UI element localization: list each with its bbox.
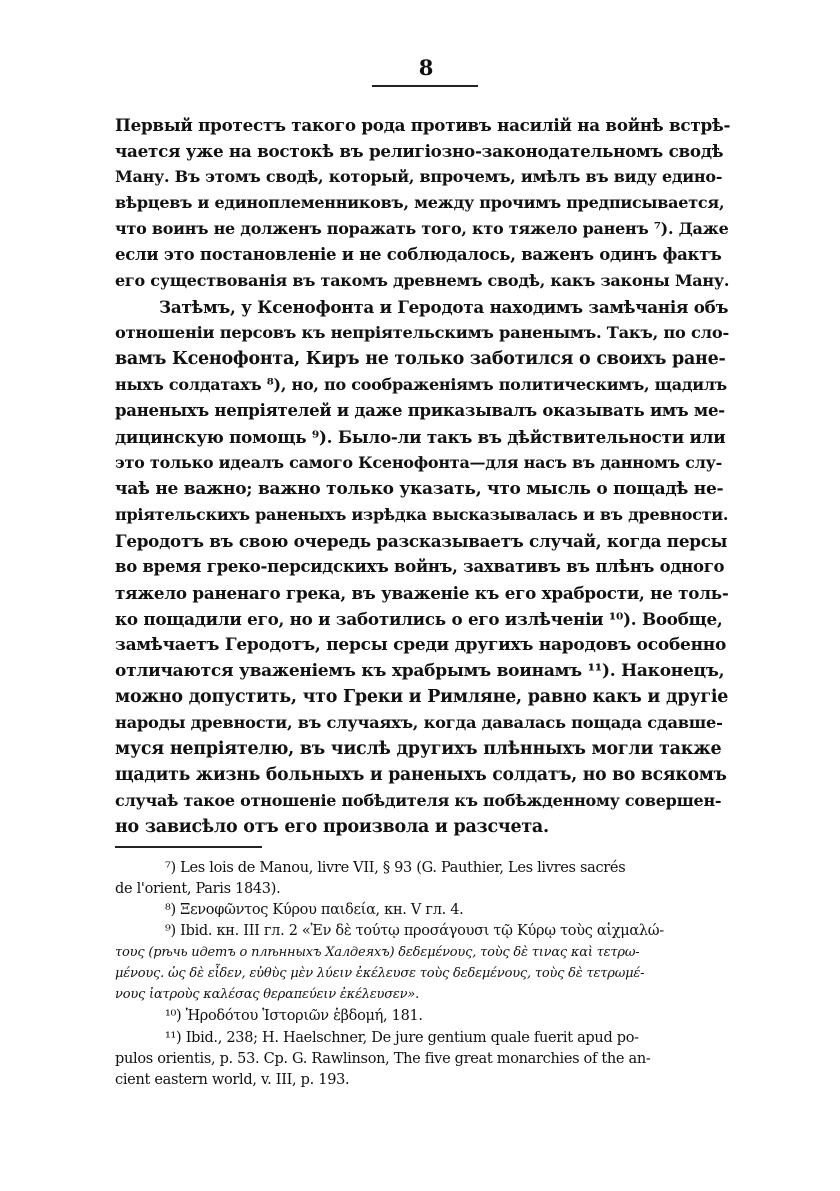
body-line: Затѣмъ, у Ксенофонта и Геродота находимъ замѣчанія объ [159, 297, 729, 317]
footnote-line: μένους. ὡς δὲ εἶδεν, εὐθὺς μὲν λύειν ἐκέλευσε τοὺς δεδεμένους, τοὺς δὲ τετρωμέ- [115, 966, 645, 981]
body-line: но зависѣло отъ его произвола и разсчета. [115, 817, 549, 837]
body-line: если это постановленіе и не соблюдалось, важенъ одинъ фактъ [115, 245, 722, 264]
footnote-line: ⁸) Ξενοφῶντος Κύρου παιδεία, кн. V гл. 4. [165, 902, 464, 918]
body-line: это только идеалъ самого Ксенофонта—для насъ въ данномъ слу- [115, 453, 723, 472]
footnote-rule [115, 846, 262, 848]
body-line: чаѣ не важно; важно только указать, что мысль о пощадѣ не- [115, 479, 724, 499]
footnote-line: ¹¹) Ibid., 238; H. Haelschner, De jure gentium quale fuerit apud po- [165, 1030, 639, 1046]
footnote-line: cient eastern world, v. III, p. 193. [115, 1072, 350, 1088]
footnote-line: νους ἰατροὺς καλέσας θεραπεύειν ἐκέλευσεν». [115, 987, 420, 1002]
body-line: пріятельскихъ раненыхъ изрѣдка высказывалась и въ древности. [115, 505, 729, 524]
body-line: случаѣ такое отношеніе побѣдителя къ побѣжденному совершен- [115, 791, 722, 810]
body-line: тяжело раненаго грека, въ уваженіе къ его храбрости, не толь- [115, 583, 729, 603]
body-line: замѣчаетъ Геродотъ, персы среди другихъ народовъ особенно [115, 635, 727, 655]
body-line: Первый протестъ такого рода противъ насилій на войнѣ встрѣ- [115, 115, 731, 135]
body-line: Геродотъ въ свою очередь разсказываетъ случай, когда персы [115, 531, 728, 551]
body-line: можно допустить, что Греки и Римляне, равно какъ и другіе [115, 687, 729, 707]
footnote-line: pulos orientis, p. 53. Ср. G. Rawlinson, The five great monarchies of the an- [115, 1051, 651, 1067]
footnote-line: ⁹) Ibid. кн. III гл. 2 «Ἐν δὲ τούτῳ προσάγουσι τῷ Κύρῳ τοὺς αἰχμαλώ- [165, 923, 664, 939]
body-line: вамъ Ксенофонта, Киръ не только заботился о своихъ ране- [115, 349, 726, 369]
body-line: отношеніи персовъ къ непріятельскимъ раненымъ. Такъ, по сло- [115, 323, 729, 342]
page-number: 8 [418, 55, 434, 80]
body-line: его существованія въ такомъ древнемъ сводѣ, какъ законы Ману. [115, 271, 730, 290]
body-line: муся непріятелю, въ числѣ другихъ плѣнныхъ могли также [115, 739, 722, 759]
body-line: вѣрцевъ и единоплеменниковъ, между прочимъ предписывается, [115, 193, 725, 212]
footnote-line: de l'orient, Paris 1843). [115, 881, 281, 897]
body-line: чается уже на востокѣ въ религіозно-законодательномъ сводѣ [115, 141, 724, 161]
body-line: Ману. Въ этомъ сводѣ, который, впрочемъ, имѣлъ въ виду едино- [115, 167, 723, 186]
body-line: во время греко-персидскихъ войнъ, захвативъ въ плѣнъ одного [115, 557, 725, 576]
page-number-rule [372, 85, 478, 87]
footnote-line: ¹⁰) Ἡροδότου Ἱστοριῶν ἑβδομή, 181. [165, 1008, 423, 1024]
body-line: ко пощадили его, но и заботились о его излѣченіи ¹⁰). Вообще, [115, 609, 723, 629]
footnote-line: ⁷) Les lois de Manou, livre VII, § 93 (G. Pauthier, Les livres sacrés [165, 860, 626, 876]
body-line: народы древности, въ случаяхъ, когда давалась пощада сдавше- [115, 713, 723, 732]
body-line: дицинскую помощь ⁹). Было-ли такъ въ дѣйствительности или [115, 427, 726, 447]
body-line: что воинъ не долженъ поражать того, кто тяжело раненъ ⁷). Даже [115, 219, 729, 238]
body-line: щадить жизнь больныхъ и раненыхъ солдатъ, но во всякомъ [115, 765, 727, 785]
footnote-line: τους (рѣчь идетъ о плѣнныхъ Халдеяхъ) δεδεμένους, τοὺς δὲ τινας καὶ τετρω- [115, 945, 640, 960]
body-line: ныхъ солдатахъ ⁸), но, по соображеніямъ политическимъ, щадилъ [115, 375, 727, 394]
body-line: отличаются уваженіемъ къ храбрымъ воинамъ ¹¹). Наконецъ, [115, 661, 725, 681]
body-line: раненыхъ непріятелей и даже приказывалъ оказывать имъ ме- [115, 401, 725, 420]
